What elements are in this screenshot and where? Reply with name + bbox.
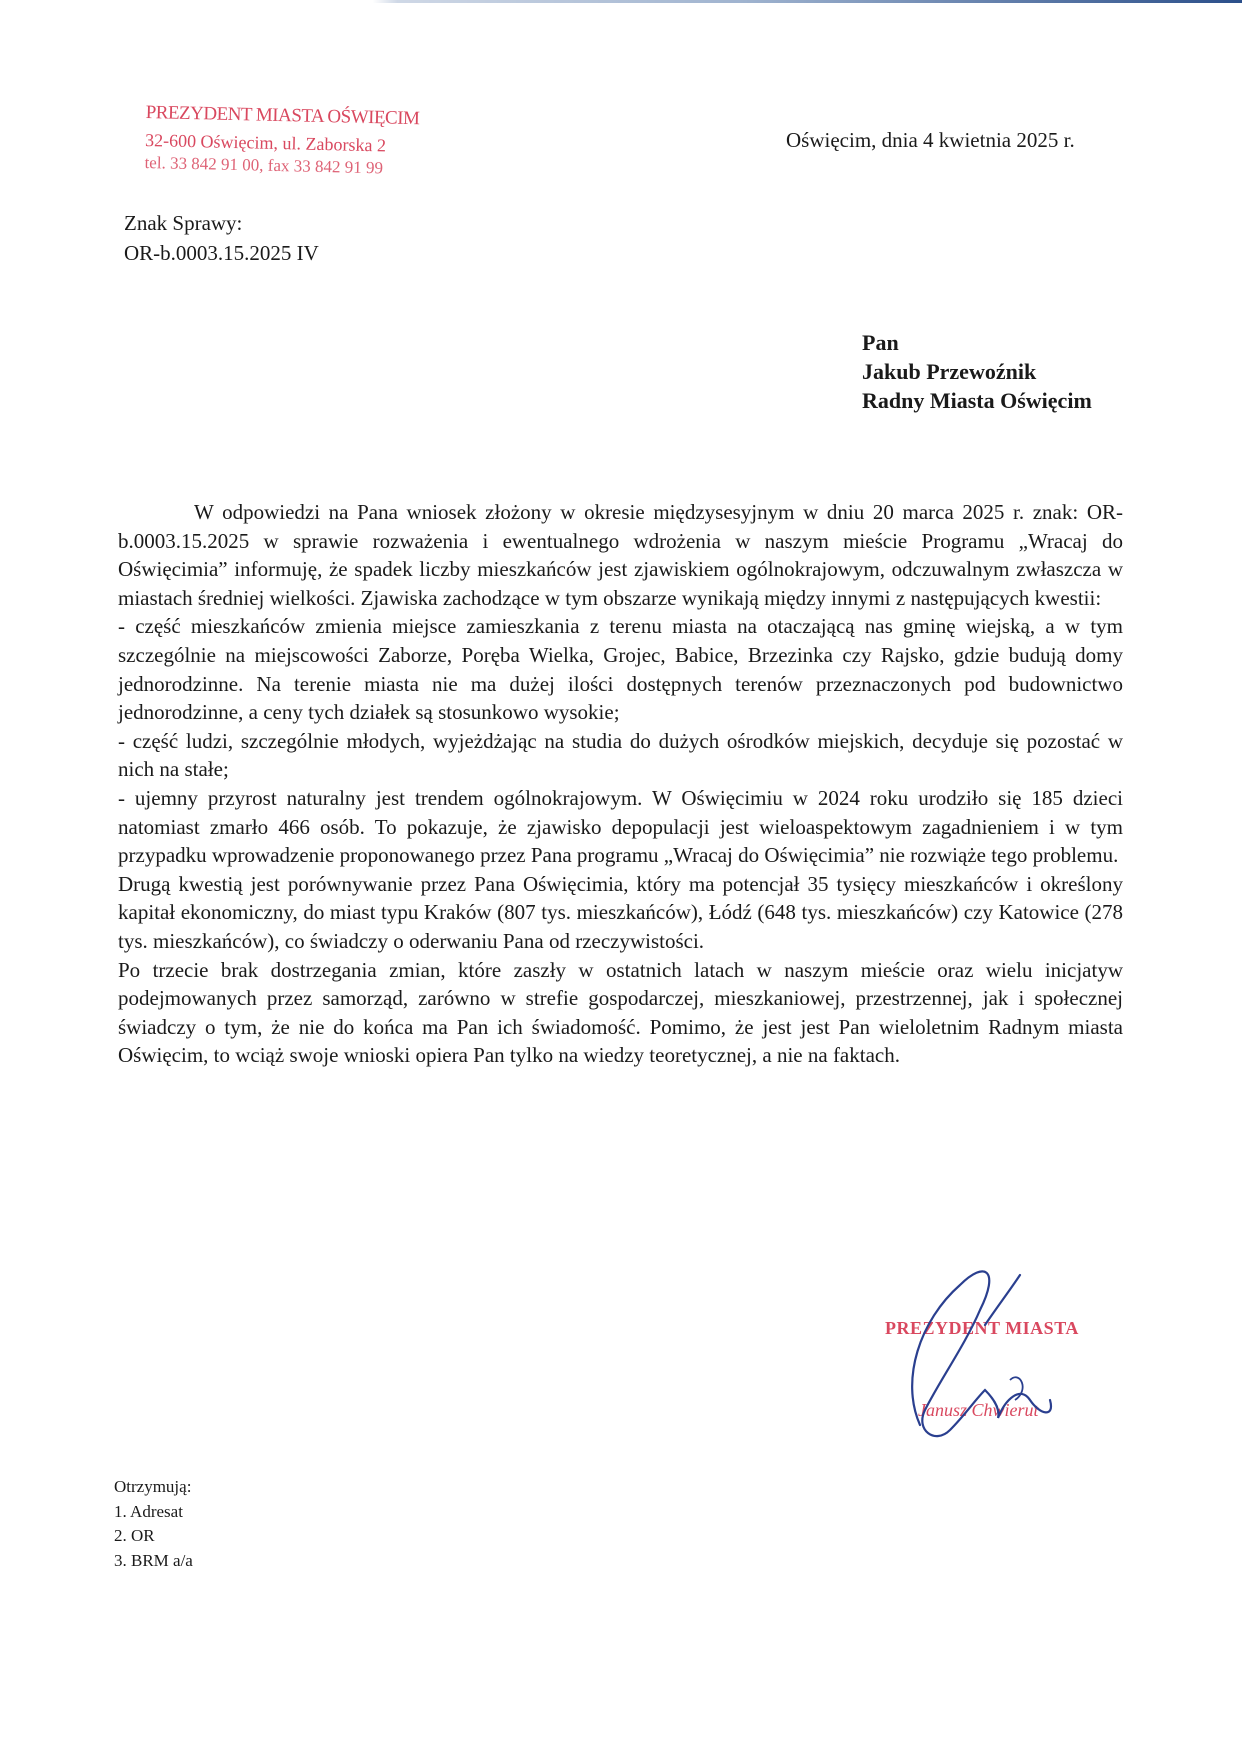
letter-date: Oświęcim, dnia 4 kwietnia 2025 r.	[786, 128, 1075, 152]
body-paragraph: W odpowiedzi na Pana wniosek złożony w okresie międzysesyjnym w dniu 20 marca 2025 r. znak: OR-b.0003.15.2025 w sprawie rozważenia i ewentualnego wdrożenia w naszym mieście Programu „Wracaj do Oświęcimia” informuję, że spadek liczby mieszkańców jest zjawiskiem ogólnokrajowym, odczuwalnym zwłaszcza w miastach średniej wielkości. Zjawiska zachodzące w tym obszarze wynikają między innymi z następujących kwestii:	[118, 500, 1123, 610]
signature-stamp-name: Janusz Chwierut	[918, 1400, 1039, 1420]
recipient-item: 2. OR	[114, 1526, 155, 1545]
body-paragraph: - część ludzi, szczególnie młodych, wyjeżdżając na studia do dużych ośrodków miejskich, decyduje się pozostać w nich na stałe;	[118, 728, 1123, 782]
body-paragraph: Po trzecie brak dostrzegania zmian, które zaszły w ostatnich latach w naszym mieście oraz wielu inicjatyw podejmowanych przez samorząd, zarówno w strefie gospodarczej, mieszkaniowej, przestrzennej, jak i społecznej świadczy o tym, że nie do końca ma Pan ich świadomość. Pomimo, że jest jest Pan wieloletnim Radnym miasta Oświęcim, to wciąż swoje wnioski opiera Pan tylko na wiedzy teoretycznej, a nie na faktach.	[118, 957, 1123, 1068]
stamp-phone: tel. 33 842 91 00, fax 33 842 91 99	[144, 152, 384, 178]
body-paragraph: - część mieszkańców zmienia miejsce zamieszkania z terenu miasta na otaczającą nas gminę wiejską, a w tym szczególnie na miejscowości Zaborze, Poręba Wielka, Grojec, Babice, Brzezinka czy Rajsko, gdzie budują domy jednorodzinne. Na terenie miasta nie ma dużej ilości dostępnych terenów przeznaczonych pod budownictwo jednorodzinne, a ceny tych działek są stosunkowo wysokie;	[118, 614, 1123, 725]
stamp-title: PREZYDENT MIASTA OŚWIĘCIM	[145, 101, 420, 130]
case-reference	[124, 208, 319, 268]
body-paragraph: - ujemny przyrost naturalny jest trendem ogólnokrajowym. W Oświęcimiu w 2024 roku urodziło się 185 dzieci natomiast zmarło 466 osób. To pokazuje, że zjawisko depopulacji jest wieloaspektowym zagadnieniem i w tym przypadku wprowadzenie proponowanego przez Pana programu „Wracaj do Oświęcimia” nie rozwiąże tego problemu.	[118, 785, 1123, 868]
case-reference-label: Znak Sprawy:	[124, 211, 243, 235]
recipients-list	[114, 1475, 193, 1573]
office-stamp	[144, 100, 419, 180]
body-paragraph: Drugą kwestią jest porównywanie przez Pana Oświęcimia, który ma potencjał 35 tysięcy mieszkańców i określony kapitał ekonomiczny, do miast typu Kraków (807 tys. mieszkańców), Łódź (648 tys. mieszkańców) czy Katowice (278 tys. mieszkańców), co świadczy o oderwaniu Pana od rzeczywistości.	[118, 871, 1123, 953]
recipient-item: 3. BRM a/a	[114, 1550, 193, 1570]
handwritten-signature	[880, 1250, 1120, 1480]
addressee-name: Jakub Przewoźnik	[862, 359, 1037, 384]
addressee-salutation: Pan	[862, 330, 899, 355]
scan-edge	[0, 0, 1242, 3]
signature-stamp-title: PREZYDENT MIASTA	[885, 1318, 1079, 1338]
addressee-block	[862, 328, 1092, 415]
letter-body	[118, 498, 1123, 1070]
addressee-role: Radny Miasta Oświęcim	[862, 388, 1092, 413]
recipient-item: 1. Adresat	[114, 1501, 183, 1521]
recipients-label: Otrzymują:	[114, 1477, 192, 1496]
case-reference-number: OR-b.0003.15.2025 IV	[124, 241, 319, 265]
stamp-address: 32-600 Oświęcim, ul. Zaborska 2	[144, 129, 387, 156]
